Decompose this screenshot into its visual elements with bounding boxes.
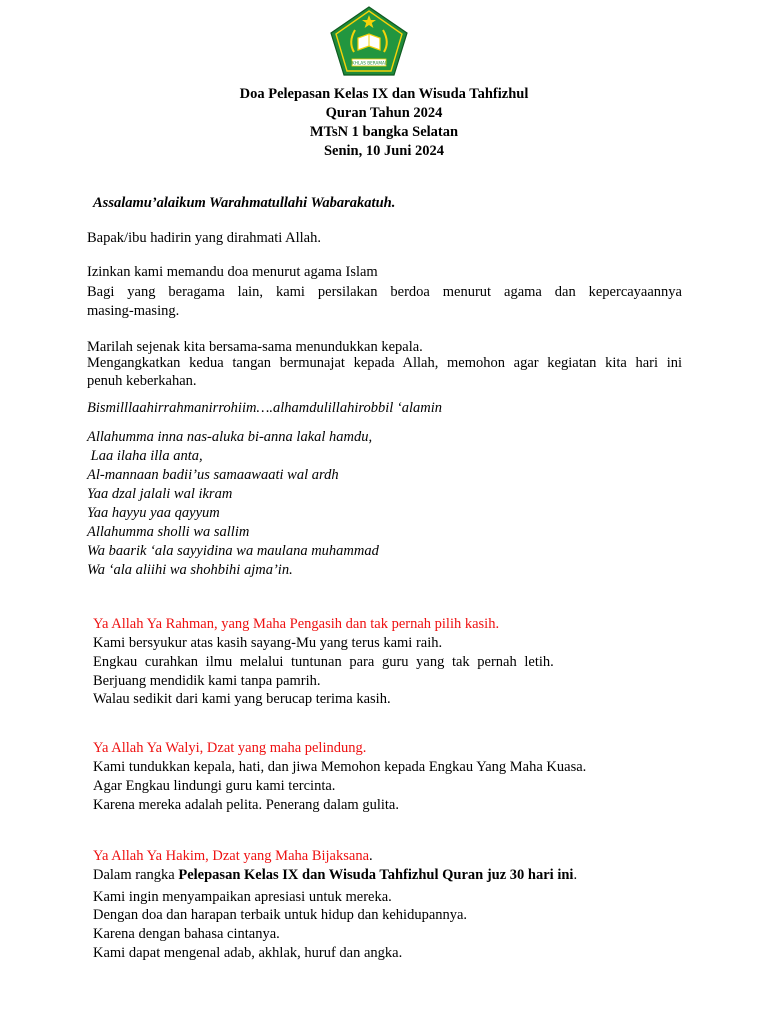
section1-line: Kami bersyukur atas kasih sayang-Mu yang terus kami raih.: [93, 635, 443, 651]
doa-line: Wa baarik ‘ala sayyidina wa maulana muhammad: [87, 543, 379, 559]
doa-line: Yaa hayyu yaa qayyum: [87, 505, 220, 521]
doa-line: Allahumma sholli wa sallim: [87, 524, 250, 540]
section3-line: [93, 866, 577, 885]
section3-heading: Ya Allah Ya Hakim, Dzat yang Maha Bijaksana: [93, 848, 370, 864]
title-line-2: Quran Tahun 2024: [325, 105, 443, 121]
salam: Assalamu’alaikum Warahmatullahi Wabarakatuh.: [93, 195, 396, 211]
section2-line: Karena mereka adalah pelita. Penerang dalam gulita.: [93, 797, 399, 813]
opening-p2a: Bagi yang beragama lain, kami persilakan berdoa menurut agama dan kepercayaannya: [87, 284, 682, 300]
section3-l1-end: .: [573, 867, 578, 883]
section2-line: Kami tundukkan kepala, hati, dan jiwa Memohon kepada Engkau Yang Maha Kuasa.: [93, 759, 587, 775]
section3-l1-bold: Pelepasan Kelas IX dan Wisuda Tahfizhul Quran juz 30 hari ini: [178, 867, 574, 883]
section3-heading-line: [93, 847, 373, 866]
greeting: Bapak/ibu hadirin yang dirahmati Allah.: [87, 230, 321, 246]
section1-line: Berjuang mendidik kami tanpa pamrih.: [93, 673, 321, 689]
section2-line: Agar Engkau lindungi guru kami tercinta.: [93, 778, 336, 794]
title-line-1: Doa Pelepasan Kelas IX dan Wisuda Tahfizhul: [239, 86, 529, 102]
doa-line: Al-mannaan badii’us samaawaati wal ardh: [87, 467, 339, 483]
section2-heading: Ya Allah Ya Walyi, Dzat yang maha pelindung.: [93, 740, 367, 756]
section3-l1-prefix: Dalam rangka: [93, 867, 179, 883]
opening-p4b: penuh keberkahan.: [87, 373, 197, 389]
doa-line: Wa ‘ala aliihi wa shohbihi ajma’in.: [87, 562, 293, 578]
opening-p4a: Mengangkatkan kedua tangan bermunajat kepada Allah, memohon agar kegiatan kita hari ini: [87, 355, 682, 371]
section1-line: Engkau curahkan ilmu melalui tuntunan para guru yang tak pernah letih.: [93, 654, 554, 670]
section1-line: Walau sedikit dari kami yang berucap terima kasih.: [93, 691, 391, 707]
section3-line: Dengan doa dan harapan terbaik untuk hidup dan kehidupannya.: [93, 907, 468, 923]
doa-line: Allahumma inna nas-aluka bi-anna lakal hamdu,: [87, 429, 373, 445]
doa-line: Laa ilaha illa anta,: [87, 448, 203, 464]
school-name: MTsN 1 bangka Selatan: [309, 124, 459, 140]
opening-p3: Marilah sejenak kita bersama-sama menundukkan kepala.: [87, 339, 423, 355]
section3-line: Kami dapat mengenal adab, akhlak, huruf dan angka.: [93, 945, 403, 961]
document-title: [0, 85, 768, 161]
section3-line: Karena dengan bahasa cintanya.: [93, 926, 280, 942]
bismillah: Bismilllaahirrahmanirrohiim….alhamdulillahirobbil ‘alamin: [87, 400, 443, 416]
event-date: Senin, 10 Juni 2024: [323, 143, 445, 159]
section3-line: Kami ingin menyampaikan apresiasi untuk mereka.: [93, 889, 392, 905]
opening-p1: Izinkan kami memandu doa menurut agama Islam: [87, 264, 378, 280]
kemenag-logo: [330, 6, 408, 76]
svg-text:IKHLAS BERAMAL: IKHLAS BERAMAL: [350, 60, 388, 66]
section1-heading: Ya Allah Ya Rahman, yang Maha Pengasih dan tak pernah pilih kasih.: [93, 616, 500, 632]
section3-heading-end: .: [369, 848, 373, 864]
opening-p2b: masing-masing.: [87, 303, 180, 319]
doa-line: Yaa dzal jalali wal ikram: [87, 486, 233, 502]
